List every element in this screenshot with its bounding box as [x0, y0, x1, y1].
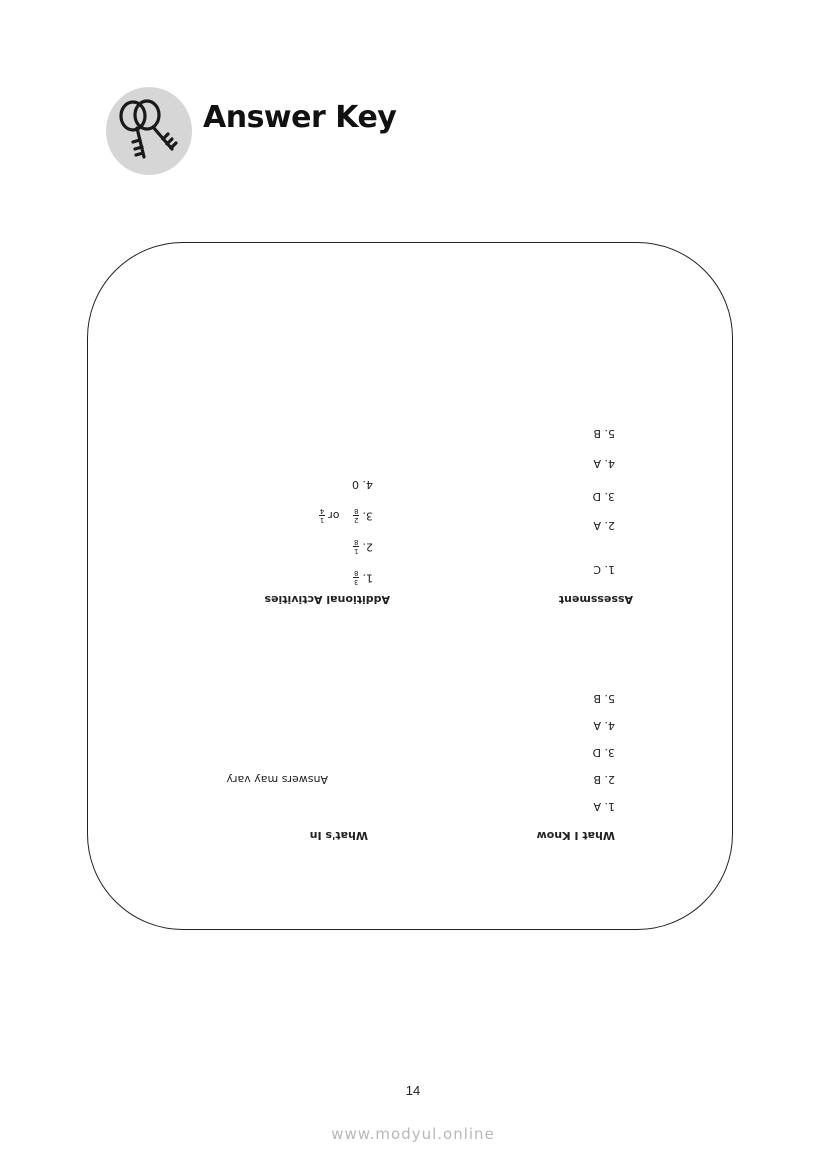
what-i-know-item: 3. D	[592, 746, 615, 759]
what-i-know-heading: What I Know	[536, 829, 615, 842]
assessment-heading: Assessment	[558, 593, 633, 606]
keys-icon	[106, 87, 192, 175]
additional-activity-item: 3. 2 8 or 1 4	[319, 507, 373, 524]
answer-content-rotated	[87, 242, 733, 930]
answer-key-badge	[106, 87, 192, 175]
fraction: 1 4	[319, 507, 325, 524]
what-i-know-item: 5. B	[593, 692, 615, 705]
assessment-item: 2. A	[593, 519, 615, 532]
what-i-know-item: 4. A	[593, 719, 615, 732]
assessment-item: 3. D	[592, 490, 615, 503]
assessment-item: 1. C	[593, 563, 615, 576]
fraction: 1 8	[354, 538, 359, 555]
whats-in-heading: What's In	[309, 829, 368, 842]
page-number: 14	[405, 1083, 421, 1098]
fraction: 2 8	[354, 507, 359, 524]
additional-activity-item: 4. 0	[352, 478, 373, 491]
assessment-item: 5. B	[593, 427, 615, 440]
additional-activity-item: 2. 1 8	[354, 538, 373, 555]
assessment-item: 4. A	[593, 457, 615, 470]
whats-in-text: Answers may vary	[226, 773, 328, 786]
what-i-know-item: 2. B	[593, 773, 615, 786]
fraction: 3 8	[354, 569, 359, 586]
additional-activity-item: 1. 3 8	[354, 569, 373, 586]
additional-activities-heading: Additional Activities	[264, 593, 390, 606]
watermark: www.modyul.online	[331, 1125, 495, 1143]
what-i-know-item: 1. A	[593, 800, 615, 813]
page-title: Answer Key	[203, 100, 397, 135]
